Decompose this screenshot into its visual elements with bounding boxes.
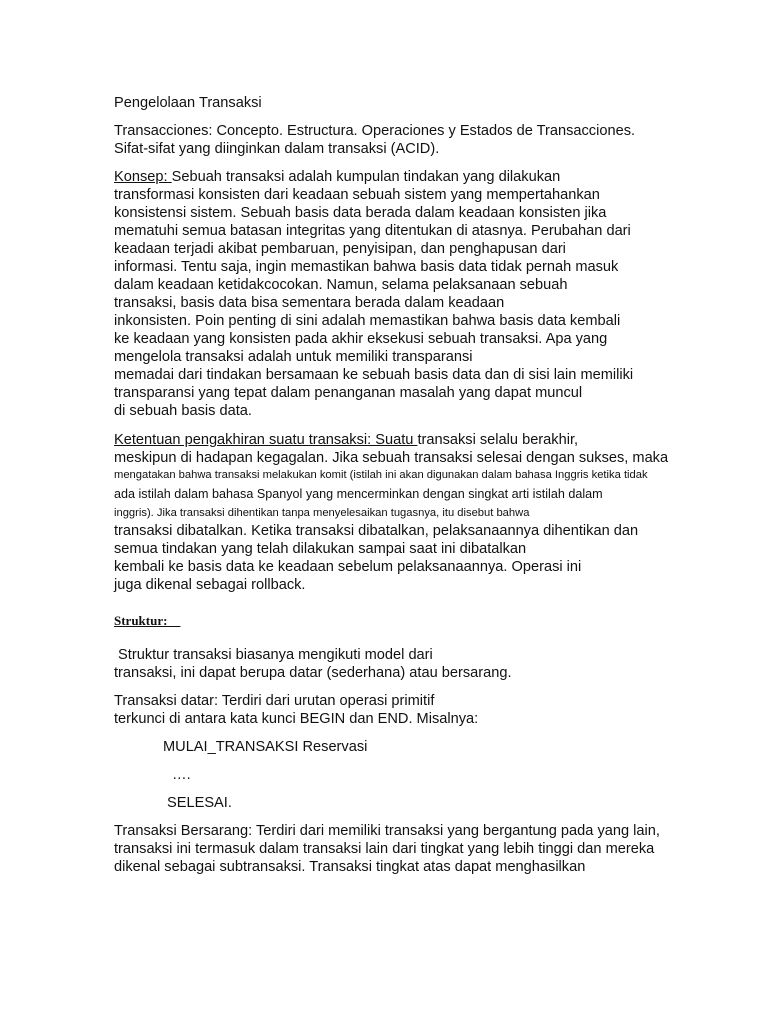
konsep-first-line [114, 168, 560, 186]
konsep-line: di sebuah basis data. [114, 403, 252, 419]
konsep-line: informasi. Tentu saja, ingin memastikan bahwa basis data tidak pernah masuk [114, 259, 619, 275]
struktur-heading [114, 612, 180, 630]
document-title: Pengelolaan Transaksi [114, 95, 262, 111]
konsep-line: transparansi yang tepat dalam penanganan masalah yang dapat muncul [114, 385, 583, 401]
struktur-p3-line: transaksi ini termasuk dalam transaksi lain dari tingkat yang lebih tinggi dan mereka [114, 841, 655, 857]
code-begin-line: MULAI_TRANSAKSI Reservasi [163, 739, 368, 755]
konsep-label: Konsep: [114, 169, 172, 185]
ketentuan-line: semua tindakan yang telah dilakukan sampai saat ini dibatalkan [114, 541, 527, 557]
konsep-line: konsistensi sistem. Sebuah basis data berada dalam keadaan konsisten jika [114, 205, 607, 221]
code-end-line: SELESAI. [167, 795, 232, 811]
struktur-p1-line: Struktur transaksi biasanya mengikuti model dari [114, 647, 433, 663]
konsep-line: transaksi, basis data bisa sementara berada dalam keadaan [114, 295, 505, 311]
ketentuan-line-mid: ada istilah dalam bahasa Spanyol yang mencerminkan dengan singkat arti istilah dalam [114, 487, 603, 501]
struktur-heading-underline [167, 613, 180, 628]
ketentuan-line: juga dikenal sebagai rollback. [114, 577, 306, 593]
struktur-p3-line: Transaksi Bersarang: Terdiri dari memiliki transaksi yang bergantung pada yang lain, [114, 823, 660, 839]
code-ellipsis-line: …. [172, 767, 191, 783]
ketentuan-line: transaksi dibatalkan. Ketika transaksi dibatalkan, pelaksanaannya dihentikan dan [114, 523, 639, 539]
ketentuan-first-line [114, 431, 578, 449]
konsep-line: transformasi konsisten dari keadaan sebuah sistem yang mempertahankan [114, 187, 600, 203]
struktur-p1-line: transaksi, ini dapat berupa datar (sederhana) atau bersarang. [114, 665, 512, 681]
konsep-line: ke keadaan yang konsisten pada akhir eksekusi sebuah transaksi. Apa yang [114, 331, 608, 347]
konsep-line: keadaan terjadi akibat pembaruan, penyisipan, dan penghapusan dari [114, 241, 566, 257]
ketentuan-line-small: mengatakan bahwa transaksi melakukan komit (istilah ini akan digunakan dalam bahasa Inggris ketika tidak [114, 469, 648, 481]
struktur-p3-line: dikenal sebagai subtransaksi. Transaksi tingkat atas dapat menghasilkan [114, 859, 586, 875]
heading-spanish: Transacciones: Concepto. Estructura. Operaciones y Estados de Transacciones. [114, 123, 636, 139]
ketentuan-label: Ketentuan pengakhiran suatu transaksi: Suatu [114, 432, 418, 448]
ketentuan-first-line-text: transaksi selalu berakhir, [417, 432, 579, 448]
struktur-heading-text: Struktur: [114, 613, 168, 628]
struktur-p2-line: Transaksi datar: Terdiri dari urutan operasi primitif [114, 693, 435, 709]
ketentuan-line: kembali ke basis data ke keadaan sebelum pelaksanaannya. Operasi ini [114, 559, 582, 575]
konsep-line: inkonsisten. Poin penting di sini adalah memastikan bahwa basis data kembali [114, 313, 621, 329]
ketentuan-line-small: inggris). Jika transaksi dihentikan tanpa menyelesaikan tugasnya, itu disebut bahwa [114, 507, 530, 519]
struktur-p2-line: terkunci di antara kata kunci BEGIN dan END. Misalnya: [114, 711, 479, 727]
konsep-line: dalam keadaan ketidakcocokan. Namun, selama pelaksanaan sebuah [114, 277, 568, 293]
konsep-line: memadai dari tindakan bersamaan ke sebuah basis data dan di sisi lain memiliki [114, 367, 634, 383]
subheading-acid: Sifat-sifat yang diinginkan dalam transaksi (ACID). [114, 141, 440, 157]
konsep-line: mematuhi semua batasan integritas yang ditentukan di atasnya. Perubahan dari [114, 223, 631, 239]
konsep-line: mengelola transaksi adalah untuk memiliki transparansi [114, 349, 473, 365]
ketentuan-line: meskipun di hadapan kegagalan. Jika sebuah transaksi selesai dengan sukses, maka [114, 450, 669, 466]
konsep-first-line-text: Sebuah transaksi adalah kumpulan tindakan yang dilakukan [171, 169, 561, 185]
